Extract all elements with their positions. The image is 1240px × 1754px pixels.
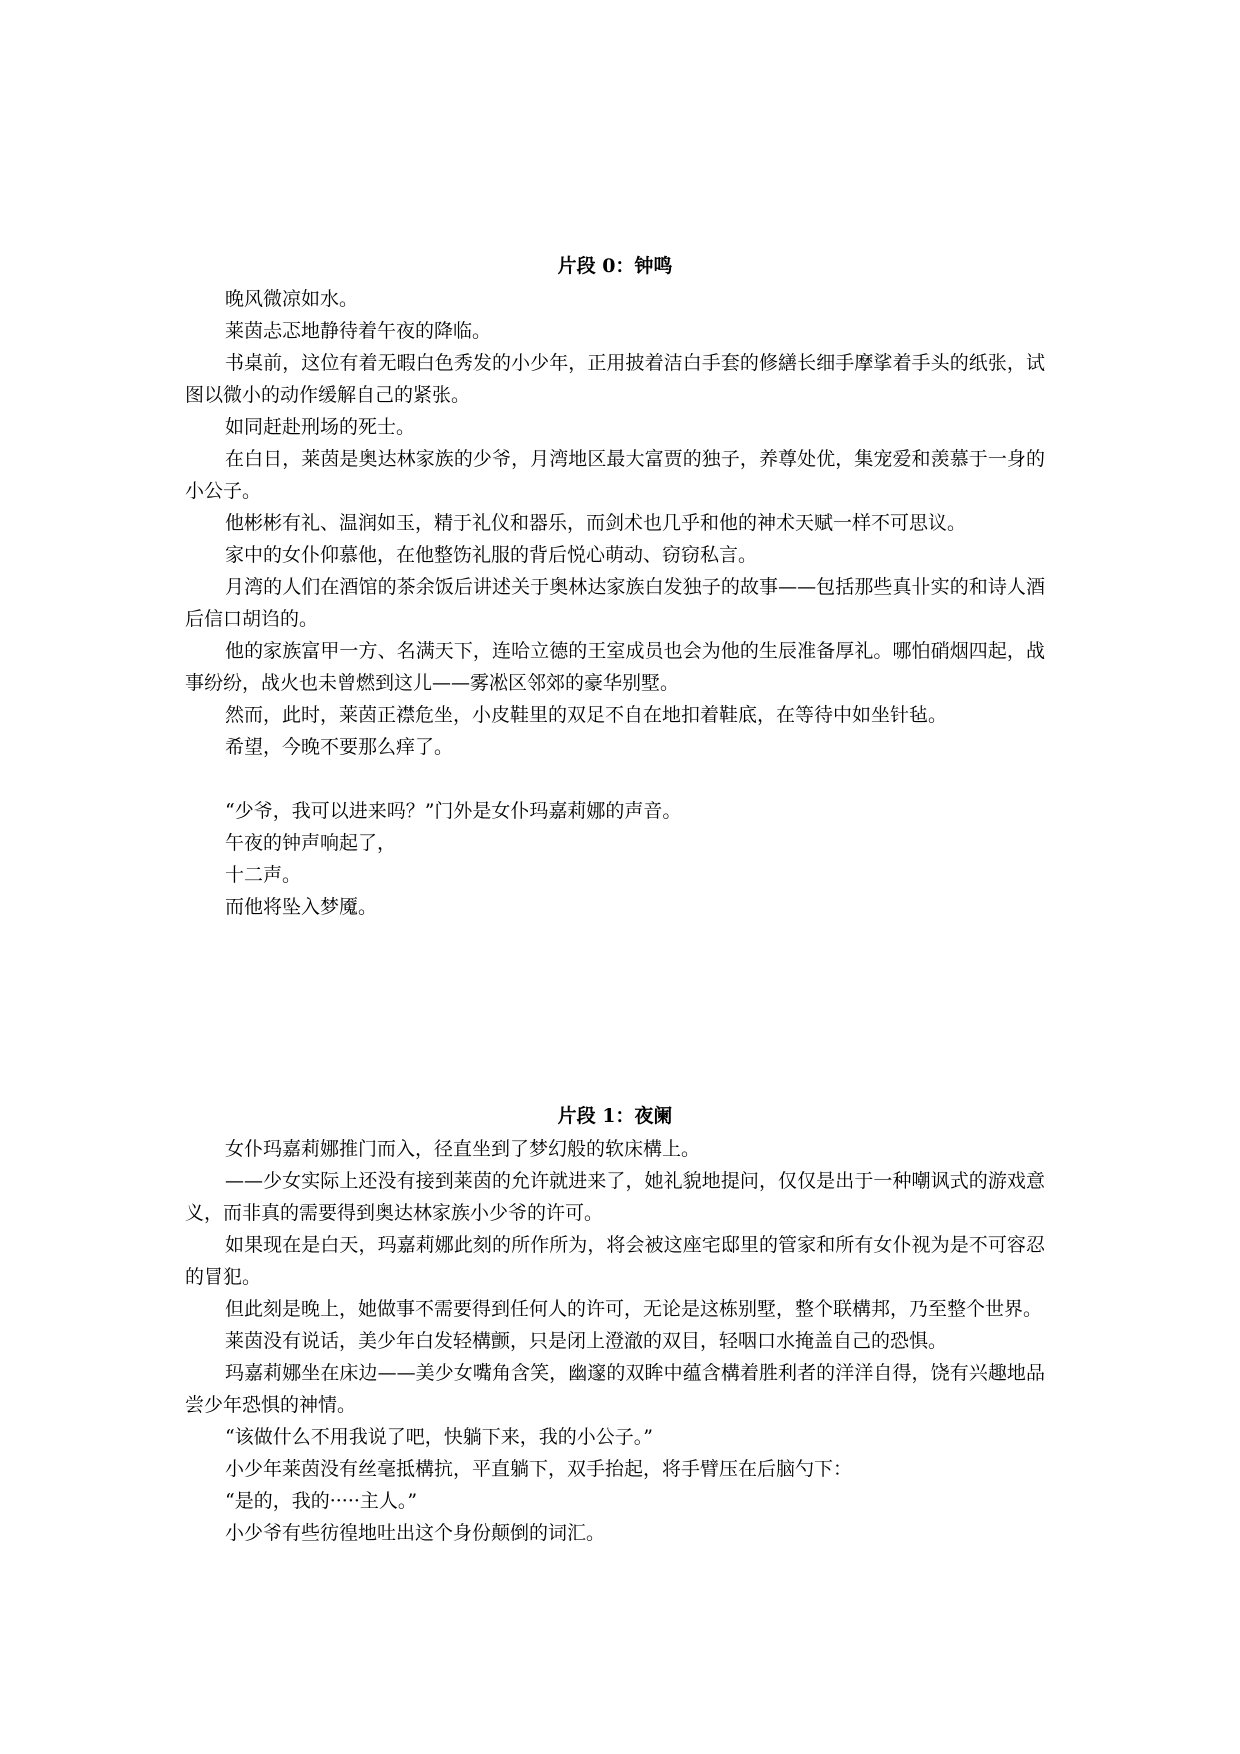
paragraph: “该做什么不用我说了吧，快躺下来，我的小公子。” (225, 1426, 653, 1448)
paragraph: 小少爷有些彷徨地吐出这个身份颠倒的词汇。 (225, 1522, 606, 1544)
paragraph: ——少女实际上还没有接到莱茵的允许就进来了，她礼貌地提问，仅仅是出于一种嘲讽式的游戏意义，而非真的需要得到奥达林家族小少爷的许可。 (185, 1170, 1045, 1224)
paragraph: 然而，此时，莱茵正襟危坐，小皮鞋里的双足不自在地扣着鞋底，在等待中如坐针毡。 (225, 704, 948, 726)
paragraph: 午夜的钟声响起了， (225, 832, 397, 854)
blank-line (185, 763, 1045, 795)
paragraph: 晚风微凉如水。 (225, 288, 359, 310)
paragraph: “少爷，我可以进来吗？”门外是女仆玛嘉莉娜的声音。 (225, 800, 682, 822)
paragraph: 月湾的人们在酒馆的茶余饭后讲述关于奥林达家族白发独子的故事——包括那些真卝实的和诗人酒后信口胡诌的。 (185, 576, 1045, 630)
paragraph: 希望，今晚不要那么痒了。 (225, 736, 454, 758)
section-body (185, 1133, 1045, 1549)
paragraph: 他彬彬有礼、温润如玉，精于礼仪和器乐，而剑术也几乎和他的神术天赋一样不可思议。 (225, 512, 967, 534)
paragraph: “是的，我的·····主人。” (225, 1490, 418, 1512)
section-0 (185, 250, 1045, 923)
paragraph: 在白日，莱茵是奥达林家族的少爷，月湾地区最大富贾的独子，养尊处优，集宠爱和羡慕于一身的小公子。 (185, 448, 1045, 502)
paragraph: 如果现在是白天，玛嘉莉娜此刻的所作所为，将会被这座宅邸里的管家和所有女仆视为是不可容忍的冒犯。 (185, 1234, 1045, 1288)
paragraph: 但此刻是晚上，她做事不需要得到任何人的许可，无论是这栋别墅，整个联構邦，乃至整个世界。 (225, 1298, 1043, 1320)
section-body (185, 283, 1045, 923)
paragraph: 而他将坠入梦魇。 (225, 896, 378, 918)
section-title: 片段 1：夜阑 (557, 1105, 673, 1127)
paragraph: 如同赶赴刑场的死士。 (225, 416, 416, 438)
section-1 (185, 1100, 1045, 1549)
paragraph: 书桌前，这位有着无暇白色秀发的小少年，正用披着洁白手套的修繕长细手摩挲着手头的纸张，试图以微小的动作缓解自己的紧张。 (185, 352, 1045, 406)
paragraph: 莱茵忐忑地静待着午夜的降临。 (225, 320, 492, 342)
paragraph: 女仆玛嘉莉娜推门而入，径直坐到了梦幻般的软床構上。 (225, 1138, 701, 1160)
paragraph: 玛嘉莉娜坐在床边——美少女嘴角含笑，幽邃的双眸中蕴含構着胜利者的洋洋自得，饶有兴趣地品尝少年恐惧的神情。 (185, 1362, 1045, 1416)
paragraph: 莱茵没有说话，美少年白发轻構颤，只是闭上澄澈的双目，轻咽口水掩盖自己的恐惧。 (225, 1330, 948, 1352)
paragraph: 小少年莱茵没有丝毫抵構抗，平直躺下，双手抬起，将手臂压在后脑勺下： (225, 1458, 853, 1480)
paragraph: 十二声。 (225, 864, 302, 886)
paragraph: 他的家族富甲一方、名满天下，连哈立德的王室成员也会为他的生辰准备厚礼。哪怕硝烟四起，战事纷纷，战火也未曾燃到这儿——雾凇区邻郊的豪华别墅。 (185, 640, 1045, 694)
paragraph: 家中的女仆仰慕他，在他整饬礼服的背后悦心萌动、窃窃私言。 (225, 544, 758, 566)
section-title: 片段 0：钟鸣 (557, 255, 673, 277)
